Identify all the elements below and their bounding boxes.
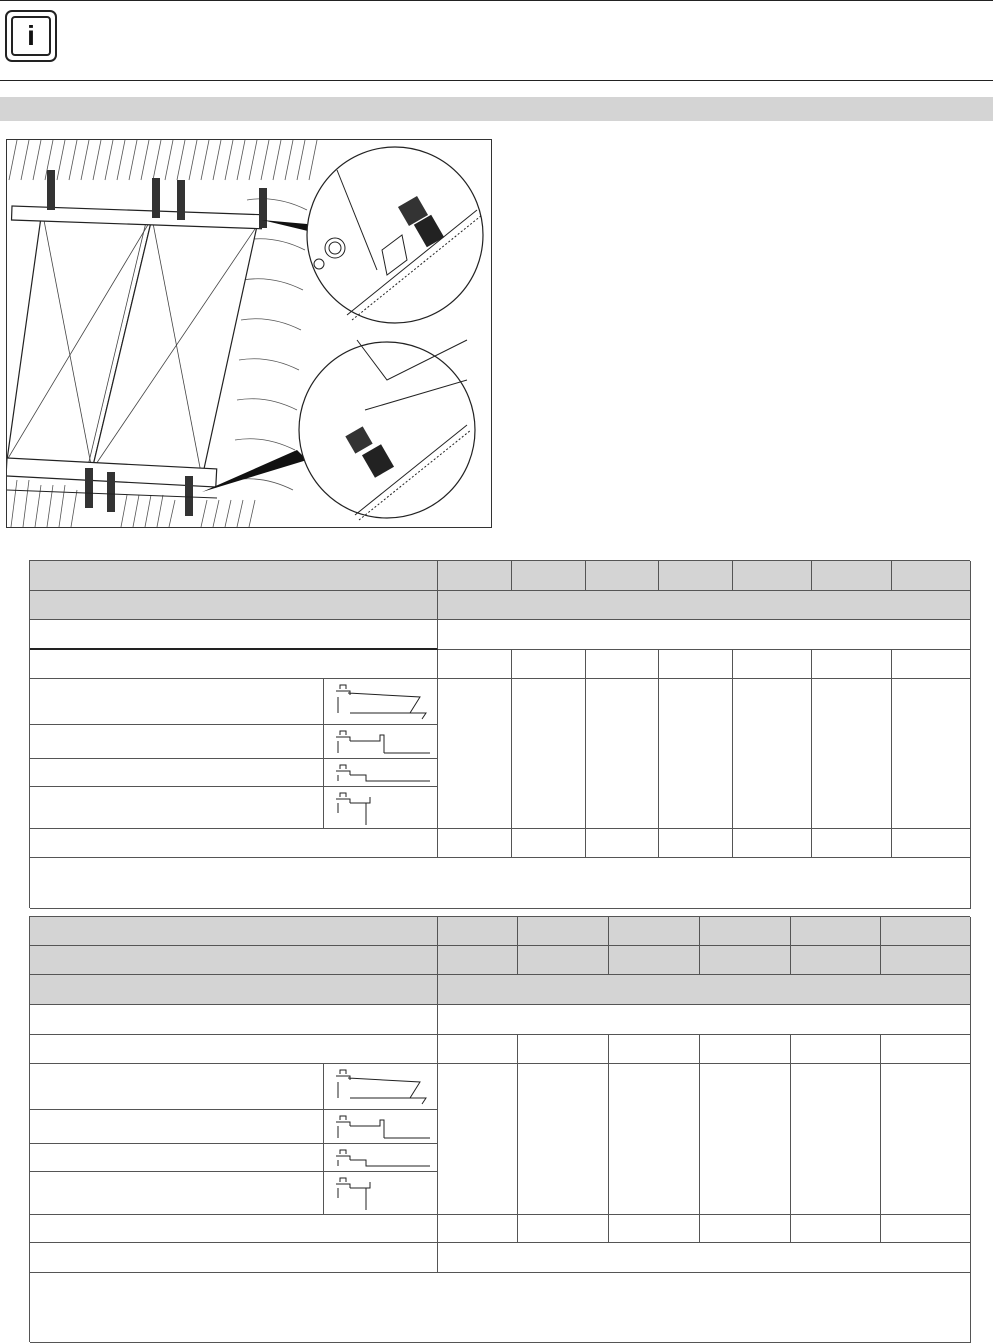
table2-header-col — [881, 917, 971, 946]
table2-row-label — [30, 1005, 438, 1035]
table1-header-col — [892, 561, 971, 591]
table2-mount-label-4 — [30, 1172, 324, 1215]
table2-row-cell — [700, 1215, 791, 1243]
table2-header-col — [438, 917, 518, 946]
table1-header-label — [30, 561, 438, 591]
table1-subheader-label — [30, 591, 438, 620]
table1-row-cell — [512, 829, 586, 858]
table2-subheader-col — [438, 946, 518, 975]
table2-mount-value — [438, 1064, 518, 1215]
table1-mount-label-4 — [30, 787, 324, 829]
table1-mount-value — [438, 679, 512, 829]
table2-mount-value — [518, 1064, 609, 1215]
table2-row-cell — [791, 1035, 881, 1064]
table2-mount-value — [881, 1064, 971, 1215]
table1-subheader-span — [438, 591, 971, 620]
table1-mount-value — [892, 679, 971, 829]
table1-row-span — [438, 620, 971, 650]
top-rule — [0, 0, 993, 1]
table1-row-cell — [659, 650, 733, 679]
table1-mount-value — [659, 679, 733, 829]
table2-row-cell — [881, 1215, 971, 1243]
mounting-illustration — [6, 139, 492, 528]
table2-row-cell — [609, 1035, 700, 1064]
table1-row-label — [30, 620, 438, 650]
bracket-type-3-icon — [324, 759, 438, 787]
table2-header-col — [700, 917, 791, 946]
bracket-type-1-icon — [324, 1064, 438, 1110]
table2-row-cell — [881, 1035, 971, 1064]
table2-header-label — [30, 917, 438, 946]
info-icon-glyph: i — [11, 16, 51, 56]
table2-row-label — [30, 1035, 438, 1064]
table1-footnote — [30, 858, 971, 909]
bracket-type-2-icon — [324, 725, 438, 759]
table1-row-cell — [812, 829, 892, 858]
header-rule — [0, 80, 993, 81]
table1-row-cell — [659, 829, 733, 858]
table1-row-cell — [892, 829, 971, 858]
collector-table-1 — [29, 560, 970, 908]
table2-header-col — [791, 917, 881, 946]
table2-mount-label-3 — [30, 1144, 324, 1172]
bracket-type-3-icon — [324, 1144, 438, 1172]
table1-mount-label-2 — [30, 725, 324, 759]
collector-table-2 — [29, 916, 970, 1342]
table2-row-label — [30, 1215, 438, 1243]
table1-mount-value — [586, 679, 659, 829]
table2-row-cell — [609, 1215, 700, 1243]
table2-row-cell — [518, 1215, 609, 1243]
table2-subheader-col — [518, 946, 609, 975]
table2-subheader-col — [791, 946, 881, 975]
table2-row-span — [438, 1243, 971, 1273]
table1-row-cell — [892, 650, 971, 679]
table2-subheader-label — [30, 946, 438, 975]
table2-row-cell — [791, 1215, 881, 1243]
table2-mount-value — [700, 1064, 791, 1215]
table2-section-span — [438, 975, 971, 1005]
table1-row-cell — [512, 650, 586, 679]
table1-row-cell — [586, 829, 659, 858]
table1-header-col — [733, 561, 812, 591]
table1-row-cell — [733, 650, 812, 679]
table2-section-label — [30, 975, 438, 1005]
table2-mount-label-2 — [30, 1110, 324, 1144]
table2-header-col — [609, 917, 700, 946]
table1-mount-value — [512, 679, 586, 829]
table1-header-col — [438, 561, 512, 591]
table2-row-span — [438, 1005, 971, 1035]
table1-header-col — [586, 561, 659, 591]
table2-subheader-col — [881, 946, 971, 975]
table2-header-col — [518, 917, 609, 946]
table1-mount-label-1 — [30, 679, 324, 725]
bracket-type-4-icon — [324, 1172, 438, 1215]
table1-header-col — [659, 561, 733, 591]
table2-row-cell — [700, 1035, 791, 1064]
table1-row-cell — [586, 650, 659, 679]
table1-row-label — [30, 650, 438, 679]
solar-collector-roof-mounting-illustration — [7, 140, 491, 527]
table2-mount-label-1 — [30, 1064, 324, 1110]
table2-mount-value — [609, 1064, 700, 1215]
table1-header-col — [512, 561, 586, 591]
table2-mount-value — [791, 1064, 881, 1215]
table1-header-col — [812, 561, 892, 591]
table1-mount-value — [733, 679, 812, 829]
table2-subheader-col — [609, 946, 700, 975]
info-icon — [5, 10, 57, 62]
table2-row-cell — [518, 1035, 609, 1064]
table1-mount-label-3 — [30, 759, 324, 787]
table2-footnote — [30, 1273, 971, 1343]
table2-row-label — [30, 1243, 438, 1273]
bracket-type-2-icon — [324, 1110, 438, 1144]
bracket-type-1-icon — [324, 679, 438, 725]
table1-mount-value — [812, 679, 892, 829]
table1-row-cell — [733, 829, 812, 858]
bracket-type-4-icon — [324, 787, 438, 829]
table1-row-cell — [438, 829, 512, 858]
table2-subheader-col — [700, 946, 791, 975]
table2-row-cell — [438, 1215, 518, 1243]
table1-row-cell — [812, 650, 892, 679]
table1-row-label — [30, 829, 438, 858]
table1-row-cell — [438, 650, 512, 679]
section-heading-band — [0, 97, 993, 121]
table2-row-cell — [438, 1035, 518, 1064]
